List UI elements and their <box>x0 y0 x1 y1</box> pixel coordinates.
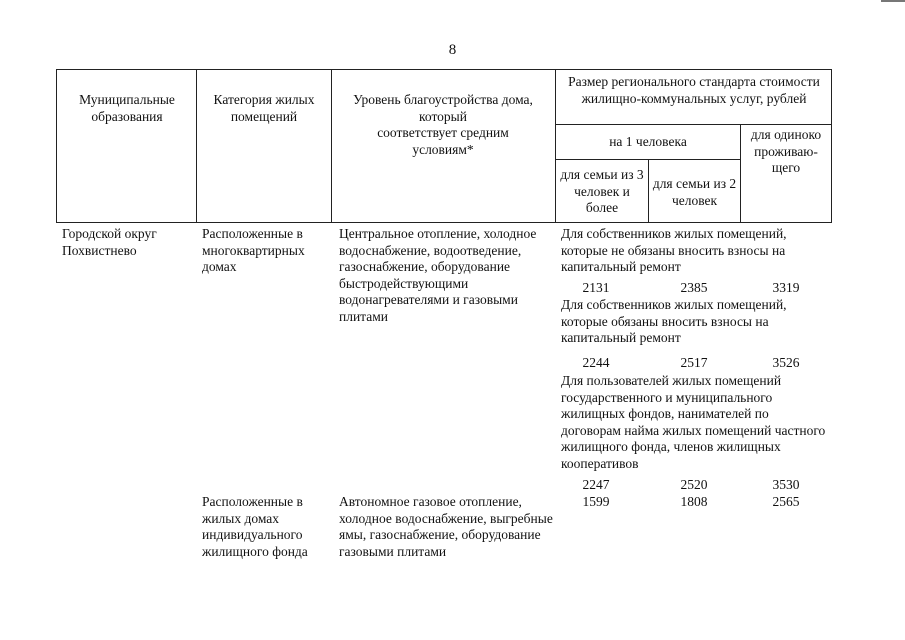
row2-value-family2: 1808 <box>680 494 708 509</box>
row1-category: Расположенные в многоквартирных домах <box>202 226 305 274</box>
group2-value-single: 3526 <box>772 355 800 370</box>
row2-value-family3: 1599 <box>582 494 610 509</box>
group1-value-family3: 2131 <box>582 280 610 295</box>
header-family-3: для семьи из 3 человек и более <box>560 167 644 215</box>
group1-value-family2: 2385 <box>680 280 708 295</box>
header-category: Категория жилых помещений <box>213 92 315 124</box>
scan-edge-mark <box>881 0 905 2</box>
row2-category: Расположенные в жилых домах индивидуального жилищного фонда <box>202 494 308 559</box>
group3-label: Для пользователей жилых помещений государственного и муниципального жилищных фондов, нанимателей по договорам найма жилых помещений частного жилищного фонда, членов жилищных кооперативов <box>561 373 826 471</box>
header-municipality: Муниципальные образования <box>79 92 175 124</box>
group2-label: Для собственников жилых помещений, которые обязаны вносить взносы на капитальный ремонт <box>561 297 787 345</box>
header-family-2: для семьи из 2 человек <box>652 176 737 208</box>
group3-value-family2: 2520 <box>680 477 708 492</box>
header-single: для одиноко проживаю-щего <box>750 127 822 175</box>
page-number: 8 <box>448 42 457 58</box>
group1-label: Для собственников жилых помещений, которые не обязаны вносить взносы на капитальный ремонт <box>561 226 787 274</box>
group2-value-family2: 2517 <box>680 355 708 370</box>
row2-level: Автономное газовое отопление, холодное водоснабжение, выгребные ямы, газоснабжение, оборудование газовыми плитами <box>339 494 553 559</box>
group3-value-single: 3530 <box>772 477 800 492</box>
header-per-person: на 1 человека <box>609 134 687 149</box>
municipality-name: Городской округ Похвистнево <box>62 226 157 258</box>
group2-value-family3: 2244 <box>582 355 610 370</box>
row2-value-single: 2565 <box>772 494 800 509</box>
header-standard: Размер регионального стандарта стоимости жилищно-коммунальных услуг, рублей <box>568 74 820 106</box>
group3-value-family3: 2247 <box>582 477 610 492</box>
group1-value-single: 3319 <box>772 280 800 295</box>
header-level: Уровень благоустройства дома, который соответствует средним условиям* <box>353 92 533 157</box>
row1-level: Центральное отопление, холодное водоснабжение, водоотведение, газоснабжение, оборудование быстродействующими водонагревателями и газовыми плитами <box>339 226 537 324</box>
